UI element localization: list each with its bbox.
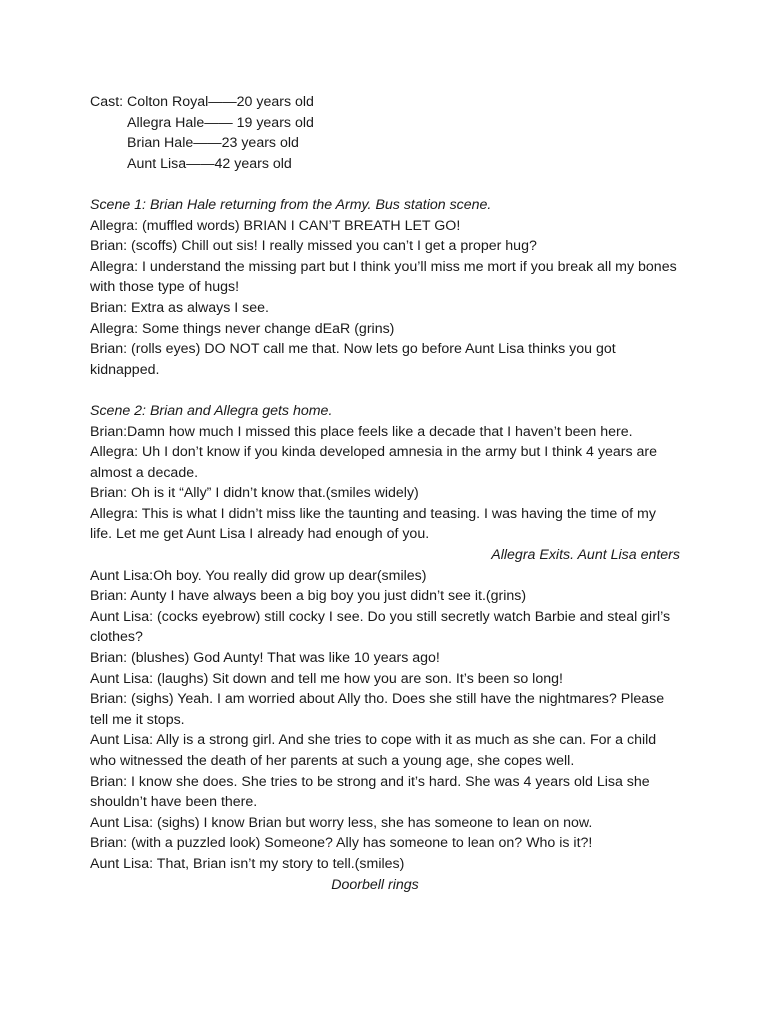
- scene-1-heading: Scene 1: Brian Hale returning from the Army. Bus station scene.: [90, 196, 492, 213]
- dialogue-line: Brian: I know she does. She tries to be strong and it’s hard. She was 4 years old Lisa she shouldn’t have been there.: [90, 773, 650, 811]
- dialogue-line: Aunt Lisa:Oh boy. You really did grow up dear(smiles): [90, 567, 427, 584]
- dialogue-line: Brian: Extra as always I see.: [90, 299, 269, 316]
- dialogue-line: Brian: Aunty I have always been a big boy you just didn’t see it.(grins): [90, 588, 527, 605]
- dialogue-line: Allegra: I understand the missing part but I think you’ll miss me mort if you break all my bones with those type of hugs!: [90, 258, 677, 296]
- dialogue-line: Aunt Lisa: (cocks eyebrow) still cocky I see. Do you still secretly watch Barbie and steal girl’s clothes?: [90, 608, 671, 646]
- dialogue-line: Brian: (scoffs) Chill out sis! I really missed you can’t I get a proper hug?: [90, 238, 537, 255]
- dialogue-line: Allegra: Uh I don’t know if you kinda developed amnesia in the army but I think 4 years are almost a decade.: [90, 444, 658, 481]
- dialogue-line: Allegra: (muffled words) BRIAN I CAN’T BREATH LET GO!: [90, 217, 461, 234]
- dialogue-line: Brian: (sighs) Yeah. I am worried about Ally tho. Does she still have the nightmares? Please tell me it stops.: [90, 691, 665, 728]
- dialogue-line: Allegra: Some things never change dEaR (grins): [90, 320, 395, 337]
- dialogue-line: Brian: (with a puzzled look) Someone? Ally has someone to lean on? Who is it?!: [90, 835, 593, 852]
- dialogue-line: Aunt Lisa: (sighs) I know Brian but worry less, she has someone to lean on now.: [90, 814, 593, 831]
- cast-member: Aunt Lisa——42 years old: [127, 155, 292, 172]
- dialogue-line: Brian: Oh is it “Ally” I didn’t know that.(smiles widely): [90, 485, 419, 502]
- dialogue-line: Aunt Lisa: Ally is a strong girl. And she tries to cope with it as much as she can. For a child who witnessed the death of her parents at such a young age, she copes well.: [90, 732, 657, 769]
- dialogue-line: Brian:Damn how much I missed this place feels like a decade that I haven’t been here.: [90, 423, 633, 440]
- dialogue-line: Aunt Lisa: That, Brian isn’t my story to tell.(smiles): [90, 855, 405, 872]
- spacer: [90, 380, 680, 401]
- spacer: [90, 174, 680, 195]
- dialogue-line: Aunt Lisa: (laughs) Sit down and tell me how you are son. It’s been so long!: [90, 670, 563, 687]
- scene-2-heading: Scene 2: Brian and Allegra gets home.: [90, 402, 333, 419]
- dialogue-line: Brian: (blushes) God Aunty! That was like 10 years ago!: [90, 650, 440, 667]
- dialogue-line: Brian: (rolls eyes) DO NOT call me that. Now lets go before Aunt Lisa thinks you got kidnapped.: [90, 341, 616, 378]
- cast-line: Cast: Colton Royal——20 years old: [90, 94, 314, 110]
- stage-direction: Doorbell rings: [331, 876, 419, 893]
- stage-direction: Allegra Exits. Aunt Lisa enters: [491, 547, 680, 564]
- dialogue-line: Allegra: This is what I didn’t miss like the taunting and teasing. I was having the time of my life. Let me get Aunt Lisa I already had enough of you.: [90, 505, 656, 543]
- cast-member: Brian Hale——23 years old: [127, 135, 299, 152]
- script-page: [90, 92, 680, 895]
- cast-member: Allegra Hale—— 19 years old: [127, 114, 314, 131]
